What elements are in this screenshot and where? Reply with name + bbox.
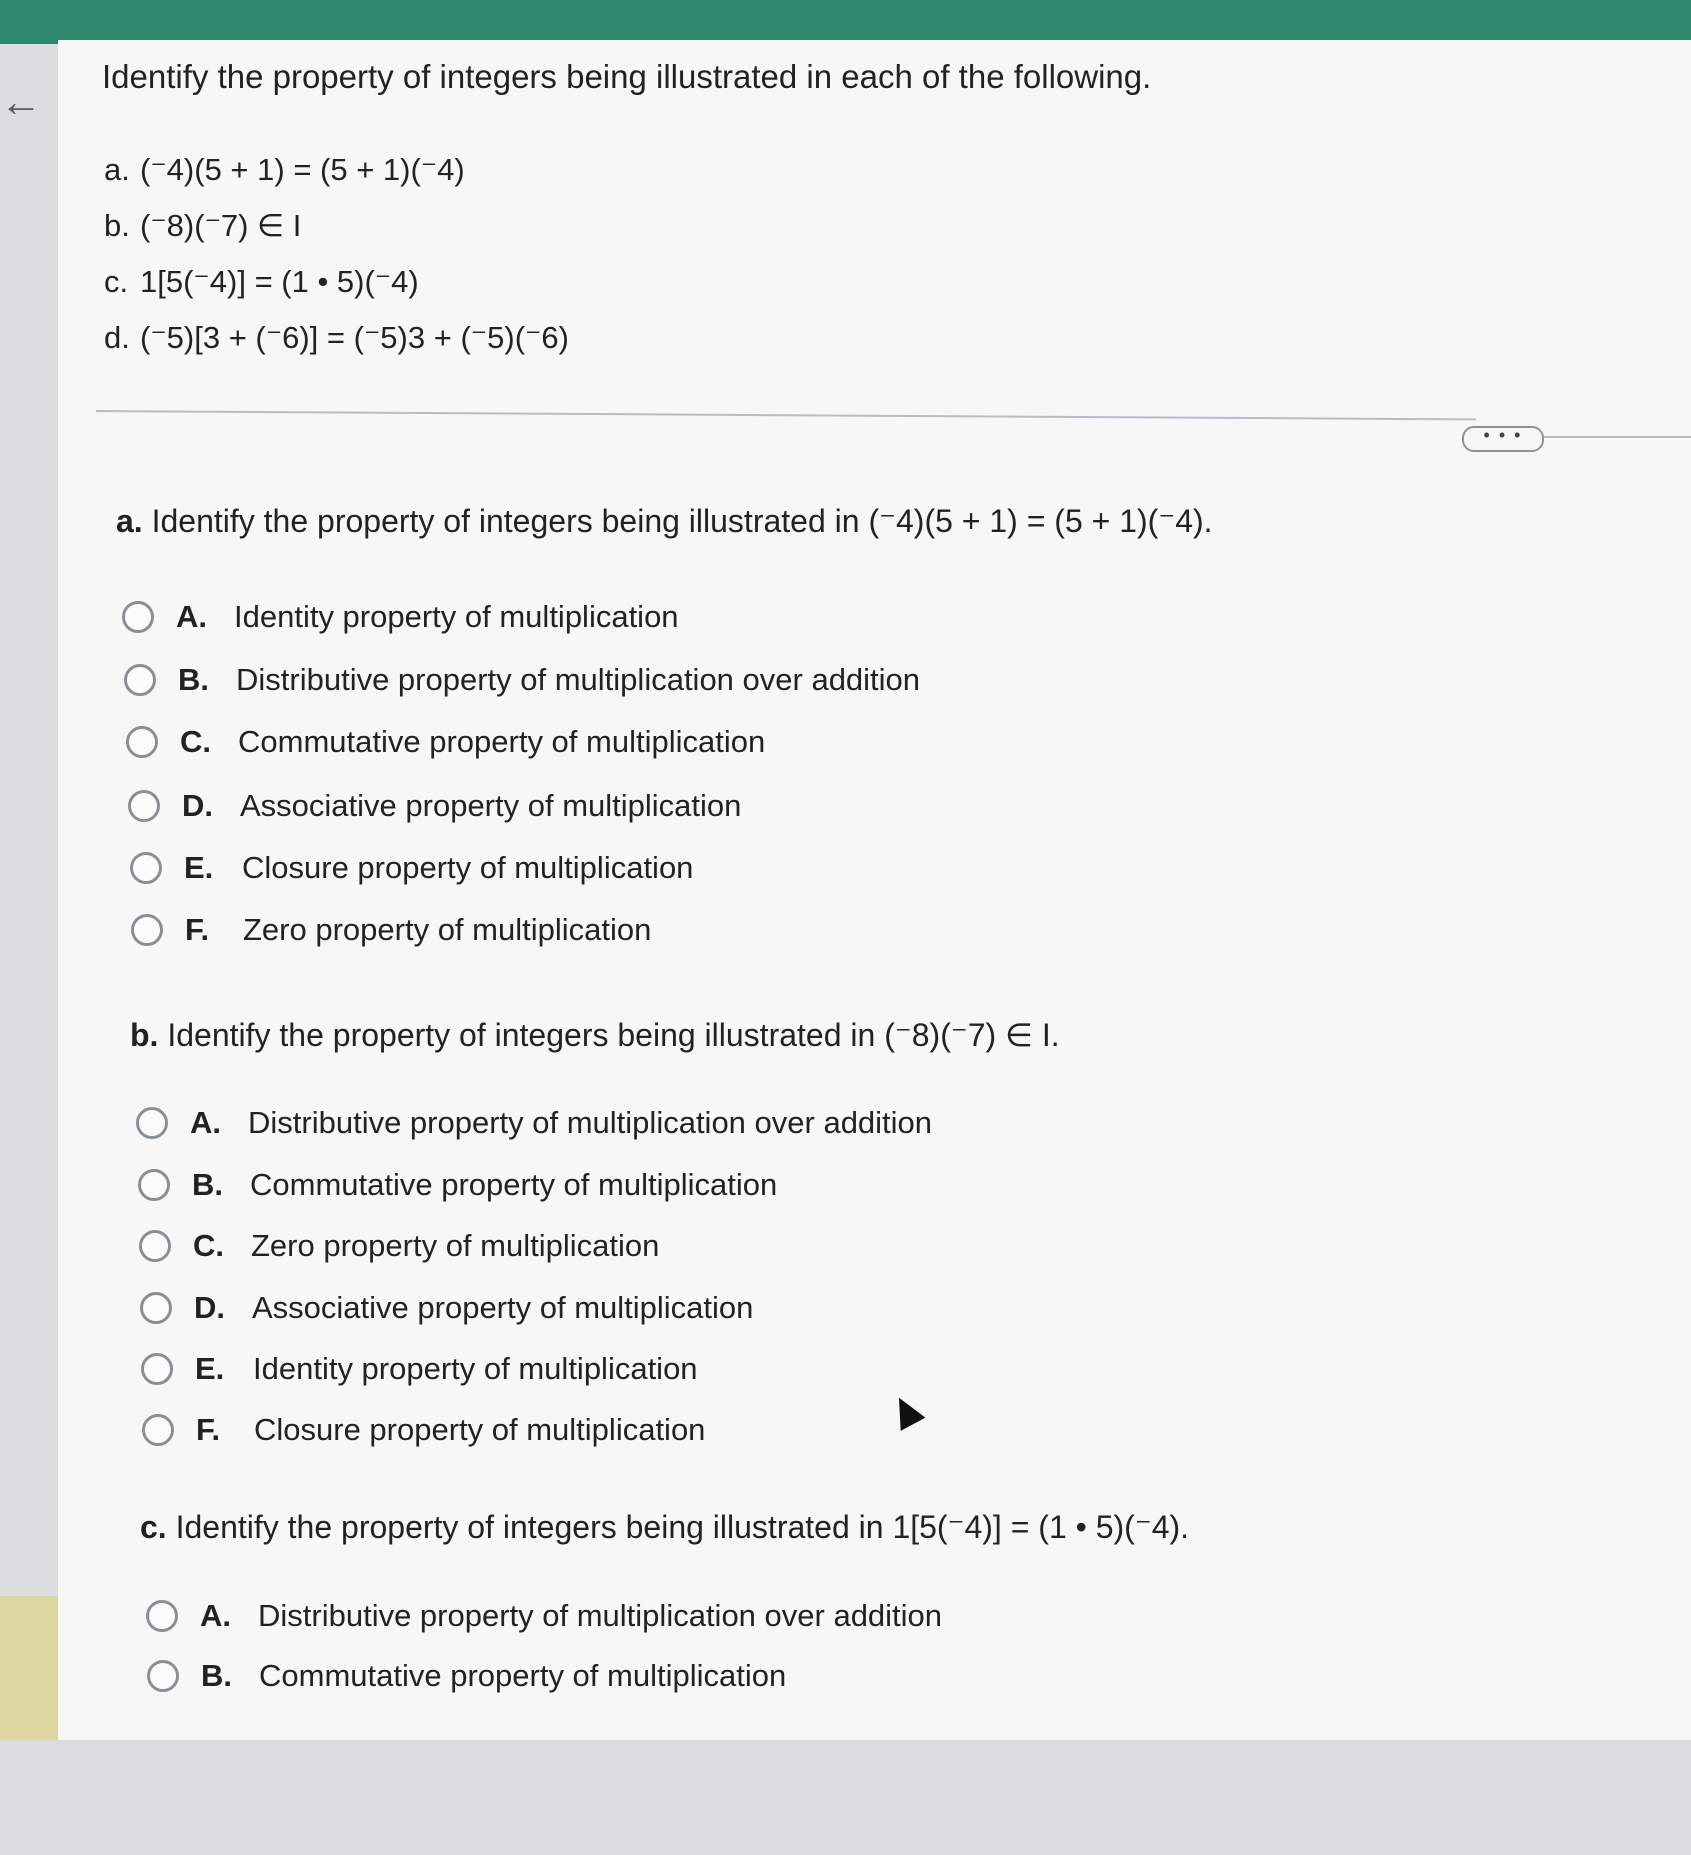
part-a-option-c[interactable]: C. Commutative property of multiplication — [126, 717, 765, 767]
radio-button[interactable] — [141, 1353, 173, 1385]
part-b-option-e[interactable]: E. Identity property of multiplication — [141, 1344, 698, 1394]
part-a-option-a[interactable]: A. Identity property of multiplication — [122, 592, 679, 642]
radio-button[interactable] — [139, 1230, 171, 1262]
more-options-button[interactable]: • • • — [1462, 426, 1544, 452]
radio-button[interactable] — [131, 914, 163, 946]
part-c-option-a[interactable]: A. Distributive property of multiplication over addition — [146, 1591, 942, 1641]
radio-button[interactable] — [146, 1600, 178, 1632]
radio-button[interactable] — [130, 852, 162, 884]
part-a-option-f[interactable]: F. Zero property of multiplication — [131, 905, 651, 955]
statement-c: c. 1[5(⁻4)] = (1 • 5)(⁻4) — [104, 264, 419, 299]
part-a-option-e[interactable]: E. Closure property of multiplication — [130, 843, 693, 893]
part-b-prompt: b. Identify the property of integers being illustrated in (⁻8)(⁻7) ∈ I. — [130, 1017, 1060, 1053]
back-arrow-icon[interactable]: ← — [0, 78, 42, 125]
part-b-option-c[interactable]: C. Zero property of multiplication — [139, 1221, 659, 1271]
part-a-option-d[interactable]: D. Associative property of multiplication — [128, 781, 741, 831]
radio-button[interactable] — [142, 1414, 174, 1446]
divider-right — [1540, 436, 1691, 438]
top-bar — [0, 0, 1691, 44]
radio-button[interactable] — [140, 1292, 172, 1324]
radio-button[interactable] — [138, 1169, 170, 1201]
question-title: Identify the property of integers being illustrated in each of the following. — [102, 58, 1152, 95]
part-b-option-b[interactable]: B. Commutative property of multiplication — [138, 1160, 777, 1210]
part-b-option-a[interactable]: A. Distributive property of multiplication over addition — [136, 1098, 932, 1148]
bottom-area — [0, 1740, 1691, 1855]
statement-d: d. (⁻5)[3 + (⁻6)] = (⁻5)3 + (⁻5)(⁻6) — [104, 320, 569, 355]
statement-b: b. (⁻8)(⁻7) ∈ I — [104, 208, 302, 243]
part-a-prompt: a. Identify the property of integers being illustrated in (⁻4)(5 + 1) = (5 + 1)(⁻4). — [116, 503, 1213, 539]
radio-button[interactable] — [136, 1107, 168, 1139]
statement-list — [104, 142, 569, 366]
radio-button[interactable] — [124, 664, 156, 696]
radio-button[interactable] — [147, 1660, 179, 1692]
part-b-option-d[interactable]: D. Associative property of multiplication — [140, 1283, 753, 1333]
radio-button[interactable] — [128, 790, 160, 822]
part-a-option-b[interactable]: B. Distributive property of multiplication over addition — [124, 655, 920, 705]
radio-button[interactable] — [126, 726, 158, 758]
part-c-prompt: c. Identify the property of integers being illustrated in 1[5(⁻4)] = (1 • 5)(⁻4). — [140, 1509, 1190, 1545]
statement-a: a. (⁻4)(5 + 1) = (5 + 1)(⁻4) — [104, 152, 465, 187]
part-b-option-f[interactable]: F. Closure property of multiplication — [142, 1405, 705, 1455]
left-strip — [0, 44, 58, 1604]
part-c-option-b[interactable]: B. Commutative property of multiplication — [147, 1651, 786, 1701]
radio-button[interactable] — [122, 601, 154, 633]
